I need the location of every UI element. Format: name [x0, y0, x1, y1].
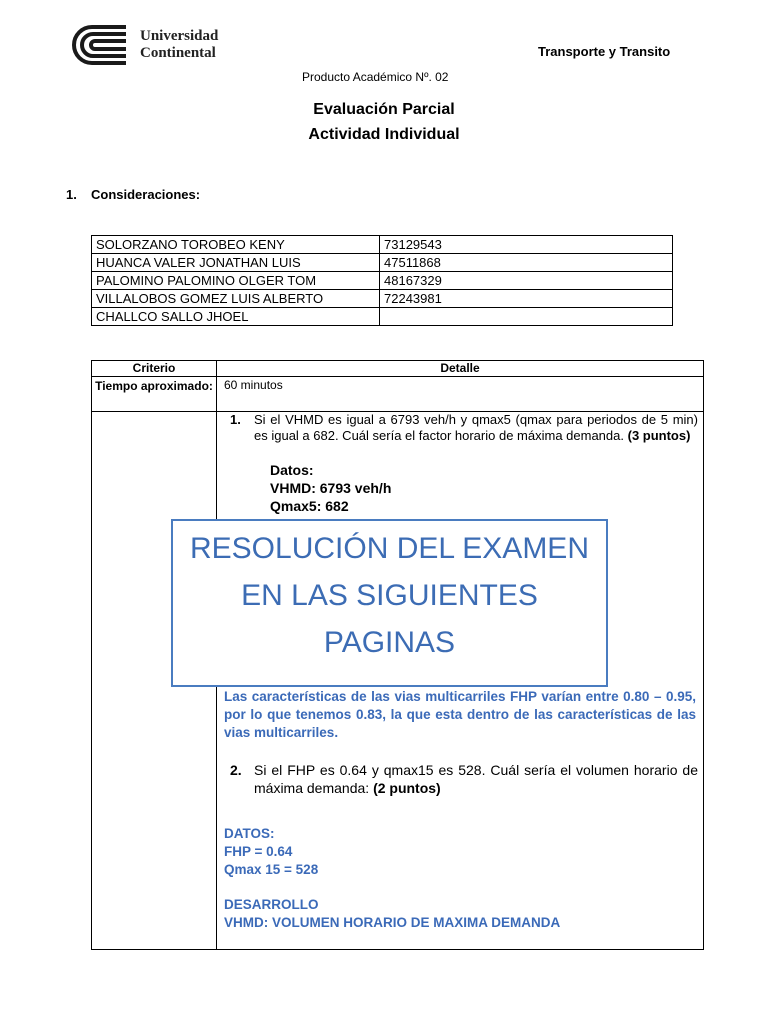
header-detalle: Detalle [440, 361, 480, 375]
university-logo-icon [72, 24, 130, 66]
question-points: (3 puntos) [627, 428, 691, 443]
member-id [380, 308, 673, 326]
document-subtitle: Actividad Individual [308, 126, 460, 143]
table-row [92, 236, 673, 254]
overlay-line2: EN LAS SIGUIENTES [241, 579, 538, 612]
member-name: HUANCA VALER JONATHAN LUIS [92, 254, 380, 272]
document-title: Evaluación Parcial [313, 101, 455, 118]
product-number: Producto Académico Nº. 02 [302, 70, 449, 84]
table-divider [91, 376, 704, 377]
resolution-overlay-box [171, 519, 608, 687]
question-points: (2 puntos) [373, 780, 441, 796]
course-title: Transporte y Transito [538, 44, 671, 59]
member-name: CHALLCO SALLO JHOEL [92, 308, 380, 326]
members-table [91, 235, 673, 326]
table-row [92, 308, 673, 326]
question-number: 2. [230, 762, 242, 778]
question-number: 1. [230, 412, 241, 427]
overlay-line1: RESOLUCIÓN DEL EXAMEN [190, 532, 589, 565]
question-1 [230, 412, 698, 443]
table-row [92, 254, 673, 272]
university-name [140, 28, 218, 62]
member-id: 48167329 [380, 272, 673, 290]
member-name: PALOMINO PALOMINO OLGER TOM [92, 272, 380, 290]
header-criterio: Criterio [132, 361, 176, 375]
datos-qmax5: Qmax5: 682 [270, 498, 349, 514]
analysis-text: Las características de las vias multicarriles FHP varían entre 0.80 – 0.95, por lo que tenemos 0.83, la que esta dentro de las características de las vias multicarriles. [224, 689, 696, 740]
question-body: Si el FHP es 0.64 y qmax15 es 528. Cuál sería el volumen horario de máxima demanda: [254, 762, 698, 796]
datos-label: DATOS: [224, 826, 275, 841]
question-body: Si el VHMD es igual a 6793 veh/h y qmax5 (qmax para periodos de 5 min) es igual a 682. Cuál sería el factor horario de máxima demanda. [254, 412, 698, 443]
member-id: 47511868 [380, 254, 673, 272]
development-text: VHMD: VOLUMEN HORARIO DE MAXIMA DEMANDA [224, 915, 561, 930]
section-number: 1. [66, 187, 77, 202]
university-line1: Universidad [140, 28, 219, 44]
member-id: 72243981 [380, 290, 673, 308]
datos-label: Datos: [270, 462, 314, 478]
table-row [92, 272, 673, 290]
member-id: 73129543 [380, 236, 673, 254]
development-label: DESARROLLO [224, 897, 319, 912]
question-2 [230, 761, 698, 796]
time-value: 60 minutos [224, 378, 283, 392]
datos-vhmd: VHMD: 6793 veh/h [270, 480, 392, 496]
section-title: Consideraciones: [91, 187, 201, 202]
section-heading [66, 187, 200, 202]
question-text [254, 412, 698, 444]
question-text [254, 761, 698, 797]
time-label: Tiempo aproximado: [95, 379, 213, 393]
member-name: VILLALOBOS GOMEZ LUIS ALBERTO [92, 290, 380, 308]
university-line2: Continental [140, 45, 216, 61]
table-row [92, 290, 673, 308]
member-name: SOLORZANO TOROBEO KENY [92, 236, 380, 254]
datos-qmax15: Qmax 15 = 528 [224, 862, 319, 877]
overlay-line3: PAGINAS [323, 626, 456, 659]
datos-fhp: FHP = 0.64 [224, 844, 293, 859]
